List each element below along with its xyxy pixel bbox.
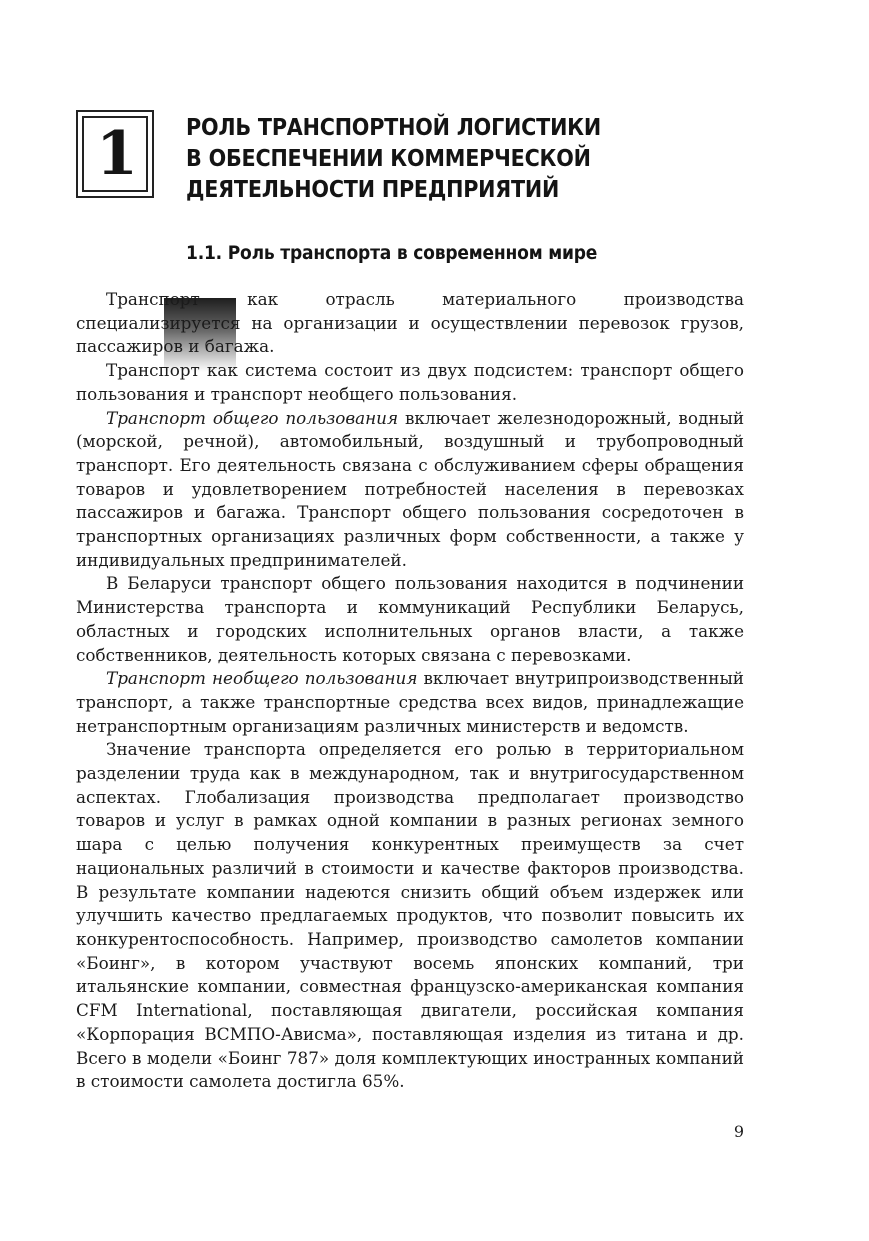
paragraph [76, 359, 744, 406]
page-number: 9 [733, 1122, 744, 1141]
paragraph-text: Значение транспорта определяется его ролью в территориальном разделении труда как в международном, так и внутригосударственном аспектах. Глобализация производства предполагает производство товаров и услуг в рамках одной компании в разных регионах земного шара с целью получения конкурентных преимуществ за счет национальных различий в стоимости и качестве факторов производства. В результате компании надеются снизить общий объем издержек или улучшить качество предлагаемых продуктов, что позволит повысить их конкурентоспособность. Например, производство самолетов компании «Боинг», в котором участвуют восемь японских компаний, три итальянские компании, совместная французско-американская компания CFM International, поставляющая двигатели, российская компания «Корпорация ВСМПО-Ависма», поставляющая изделия из титана и др. Всего в модели «Боинг 787» доля комплектующих иностранных компаний в стоимости самолета достигла 65%. [76, 739, 744, 1092]
paragraph-text: включает железнодорожный, водный (морской, речной), автомобильный, воздушный и трубопроводный транспорт. Его деятельность связана с обслуживанием сферы обращения товаров и удовлетворением потребностей населения в перевозках пассажиров и багажа. Транспорт общего пользования сосредоточен в транспортных организациях различных форм собственности, а также у индивидуальных предпринимателей. [76, 407, 744, 570]
chapter-title-line: РОЛЬ ТРАНСПОРТНОЙ ЛОГИСТИКИ [186, 115, 602, 141]
paragraph-italic-lead: Транспорт необщего пользования [106, 668, 418, 689]
chapter-title [186, 113, 746, 206]
chapter-number: 1 [96, 119, 138, 189]
paragraph [76, 288, 744, 359]
paragraph-text: Транспорт как отрасль материального производства специализируется на организации и осуществлении перевозок грузов, пассажиров и багажа. [76, 289, 744, 357]
paragraph [76, 667, 744, 738]
section-title: 1.1. Роль транспорта в современном мире [186, 242, 598, 264]
chapter-number-badge [76, 110, 160, 204]
chapter-title-line: В ОБЕСПЕЧЕНИИ КОММЕРЧЕСКОЙ [186, 146, 591, 172]
paragraph-italic-lead: Транспорт общего пользования [106, 407, 399, 428]
paragraph-text: В Беларуси транспорт общего пользования находится в подчинении Министерства транспорта и коммуникаций Республики Беларусь, областных и городских исполнительных органов власти, а также собственников, деятельность которых связана с перевозками. [76, 573, 744, 665]
paragraph [76, 572, 744, 667]
paragraph [76, 407, 744, 573]
paragraph-text: Транспорт как система состоит из двух подсистем: транспорт общего пользования и транспорт необщего пользования. [76, 360, 744, 404]
paragraph-text: включает внутрипроизводственный транспорт, а также транспортные средства всех видов, принадлежащие нетранспортным организациям различных министерств и ведомств. [76, 668, 744, 736]
chapter-title-line: ДЕЯТЕЛЬНОСТИ ПРЕДПРИЯТИЙ [186, 177, 560, 203]
body-text [76, 288, 744, 1094]
paragraph [76, 738, 744, 1094]
chapter-badge-frame [76, 110, 154, 198]
